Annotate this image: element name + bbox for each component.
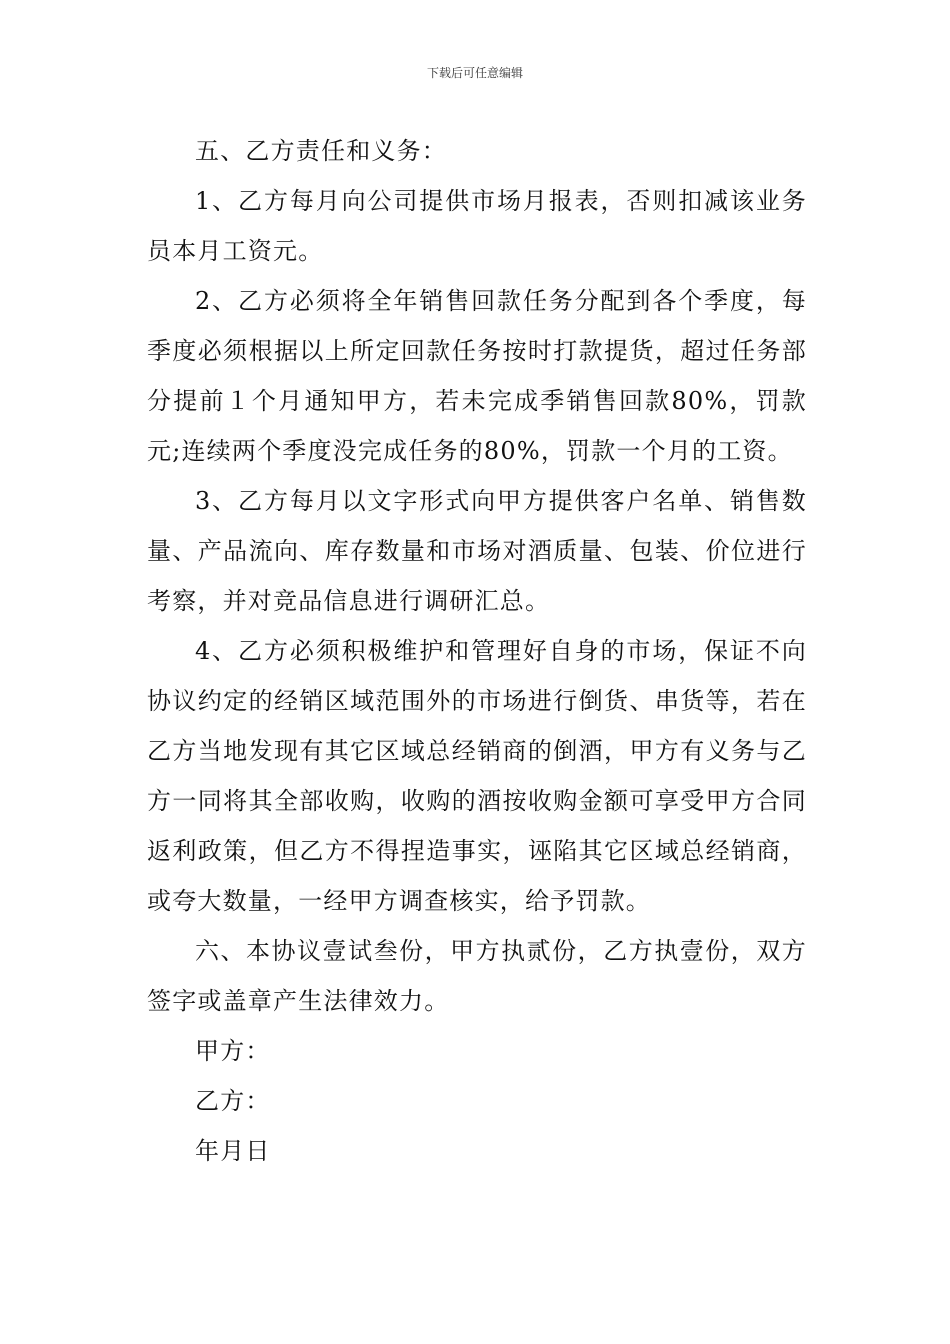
party-b-signature-line: 乙方：: [195, 1087, 271, 1115]
section-heading-5: 五、乙方责任和义务：: [195, 137, 447, 165]
clause-1: 1、乙方每月向公司提供市场月报表，否则扣减该业务员本月工资元。: [147, 187, 807, 265]
clause-2: 2、乙方必须将全年销售回款任务分配到各个季度，每季度必须根据以上所定回款任务按时打款提货，超过任务部分提前１个月通知甲方，若未完成季销售回款80%，罚款元;连续两个季度没完成任务的80%，罚款一个月的工资。: [147, 287, 807, 465]
document-body: [147, 126, 807, 1176]
header-note: 下载后可任意编辑: [426, 66, 523, 80]
clause-3: 3、乙方每月以文字形式向甲方提供客户名单、销售数量、产品流向、库存数量和市场对酒质量、包装、价位进行考察，并对竞品信息进行调研汇总。: [147, 487, 807, 615]
section-6: 六、本协议壹试叁份，甲方执贰份，乙方执壹份，双方签字或盖章产生法律效力。: [147, 937, 807, 1015]
clause-4: 4、乙方必须积极维护和管理好自身的市场，保证不向协议约定的经销区域范围外的市场进行倒货、串货等，若在乙方当地发现有其它区域总经销商的倒酒，甲方有义务与乙方一同将其全部收购，收购的酒按收购金额可享受甲方合同返利政策，但乙方不得捏造事实，诬陷其它区域总经销商，或夸大数量，一经甲方调查核实，给予罚款。: [147, 637, 807, 915]
date-line: 年月日: [195, 1137, 271, 1165]
party-a-signature-line: 甲方：: [195, 1037, 271, 1065]
